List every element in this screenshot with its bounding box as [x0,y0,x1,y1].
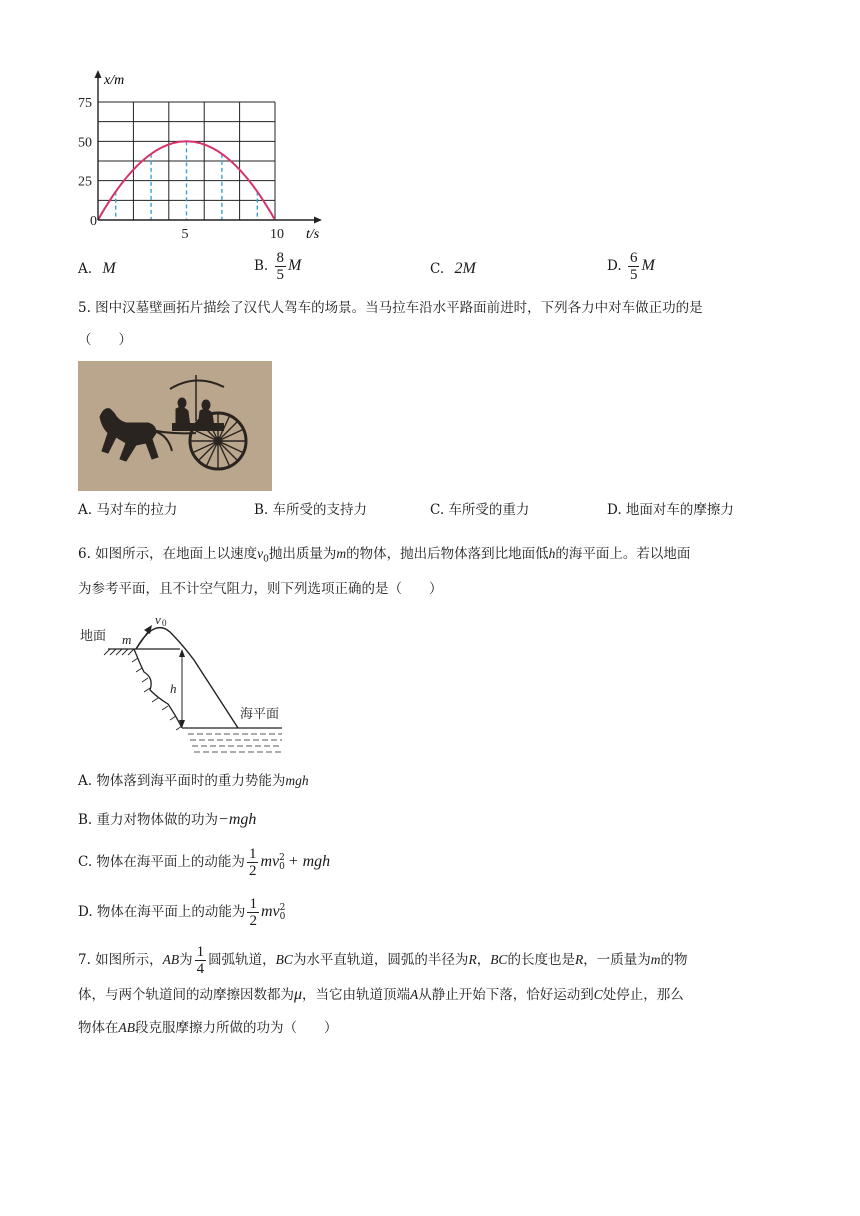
q4-option-b-fraction [275,250,287,283]
y-tick-label: 75 [78,96,92,111]
q7-t-l3b: 段克服摩擦力所做的功为（ ） [135,1020,338,1036]
q7-t-g: ，一质量为 [583,952,651,968]
q6-option-b [78,810,256,830]
q7-t-r2: R [574,952,584,967]
q5-option-a: A. 马对车的拉力 [78,502,178,518]
q6-fig-v0-label: v [155,612,161,627]
q7-t-l2c: 从静止开始下落，恰好运动到 [418,987,594,1003]
q7-t-r: R [468,952,477,967]
q7-t-h: 的物 [660,952,688,968]
q6-option-a-text: A. 物体落到海平面时的重力势能为 [78,773,286,789]
q6-stem-line1 [78,544,690,570]
q6-fig-h-label: h [170,681,177,696]
q4-option-c [430,259,476,279]
q6-option-c-math: mv [260,853,280,870]
q6-option-c-sup: 2 [279,852,285,863]
q7-stem-line3 [78,1018,338,1038]
q6-fig-v0-sub: 0 [162,618,167,628]
q7-t-mu: μ [294,986,303,1003]
x-tick-label: 5 [181,227,189,242]
q7-t-f: 的长度也是 [507,952,575,968]
q7-frac-num: 1 [196,944,205,960]
q7-t-ab2: AB [118,1020,135,1035]
y-tick-label: 50 [78,135,92,151]
q4-option-a-label: A. [78,261,93,277]
q4-option-b-den: 5 [276,267,285,283]
q6-option-c-num: 1 [248,846,257,862]
q6-option-b-text: B. 重力对物体做的功为 [78,812,219,828]
q6-option-d-text: D. 物体在海平面上的动能为 [78,904,246,920]
q7-t-d: 为水平直轨道，圆弧的半径为 [292,952,469,968]
q6-option-d-num: 1 [249,896,257,912]
q6-stem-1b: 抛出质量为 [268,546,337,562]
q7-t-e: ， [476,952,491,968]
q7-frac-den: 4 [196,961,205,977]
q6-stem-1a: 6. 如图所示，在地面上以速度 [78,546,258,562]
q6-option-d-math: mv [260,903,280,920]
q4-option-d-unit: M [641,257,655,274]
han-chariot-rubbing-image [78,361,272,491]
q6-option-c-fraction [247,846,259,879]
q6-option-c-scripts [279,854,285,872]
q6-option-d-scripts [280,904,286,922]
q6-option-a [78,771,309,791]
q7-t-l3a: 物体在 [78,1020,119,1036]
q6-fig-m-label: m [122,632,132,647]
y-axis-label: x/m [104,73,125,88]
q7-t-bc2: BC [490,952,508,967]
q7-t-l2a: 体，与两个轨道间的动摩擦因数都为 [78,987,294,1003]
q4-option-c-value: 2M [454,260,476,277]
q7-t-bc: BC [275,952,293,967]
y-tick-label: 25 [78,174,92,190]
q7-t-ab: AB [162,952,180,967]
q4-option-b-label: B. [254,258,269,274]
q6-option-d-fraction [247,896,259,929]
xt-graph [78,68,338,243]
q6-fig-ground-label: 地面 [80,628,107,643]
x-axis-label: t/s [306,227,320,242]
q7-t-a: 7. 如图所示， [78,952,163,968]
q4-option-c-label: C. [430,261,445,277]
q6-option-d-sub: 0 [279,911,286,922]
q5-option-c: C. 车所受的重力 [430,502,530,518]
q6-option-d-den: 2 [249,913,257,929]
q6-option-d [78,896,285,929]
q6-option-c-text: C. 物体在海平面上的动能为 [78,854,245,870]
x-tick-label: 0 [90,214,97,229]
q4-option-d-num: 6 [629,250,638,266]
q4-option-a [78,259,116,279]
q7-t-c: 圆弧轨道， [208,952,276,968]
q7-t-m: m [650,952,661,967]
q6-stem-1d: 的海平面上。若以地面 [555,546,691,562]
q7-t-l2b: ，当它由轨道顶端 [302,987,411,1003]
x-tick-label: 10 [270,227,284,242]
q7-t-A: A [410,987,419,1002]
q7-quarter-fraction [195,944,207,977]
graph-grid [98,102,275,220]
q5-option-d: D. 地面对车的摩擦力 [607,502,734,518]
q6-option-d-sup: 2 [279,902,286,913]
q6-stem-1c: 的物体，抛出后物体落到比地面低 [346,546,549,562]
q6-stem-v0: v [257,546,264,561]
q4-option-b-num: 8 [276,250,285,266]
q7-stem-line1 [78,944,687,977]
q6-option-c-sub: 0 [279,861,285,872]
q5-stem: 5. 图中汉墓壁画拓片描绘了汉代人驾车的场景。当马拉车沿水平路面前进时，下列各力中对车做正功的是 [78,300,703,316]
q4-option-a-value: M [102,260,116,277]
q6-option-a-math: mgh [285,773,309,788]
q7-t-C: C [593,987,603,1002]
q6-stem-m: m [336,546,347,561]
q7-stem-line2 [78,985,684,1005]
q5-option-b: B. 车所受的支持力 [254,502,368,518]
q4-option-b-unit: M [288,257,302,274]
q6-option-c [78,846,330,879]
q7-t-l2d: 处停止，那么 [602,987,684,1003]
q4-option-d [607,250,655,283]
q4-option-d-label: D. [607,258,622,274]
q6-cliff-figure [78,612,288,762]
q4-option-d-den: 5 [629,267,638,283]
q6-fig-sea-label: 海平面 [240,706,280,721]
q6-option-c-den: 2 [248,863,257,879]
q6-option-b-math: −mgh [218,811,257,828]
q6-stem-v0-sub: 0 [263,554,269,565]
q4-option-d-fraction [628,250,640,283]
q6-stem-h: h [548,546,556,561]
q6-option-c-tail: + mgh [287,853,331,870]
q4-option-b [254,250,301,283]
q7-t-b: 为 [179,952,193,968]
q6-stem-line2: 为参考平面，且不计空气阻力，则下列选项正确的是（ ） [78,581,443,597]
q5-bracket: （ ） [78,332,132,348]
